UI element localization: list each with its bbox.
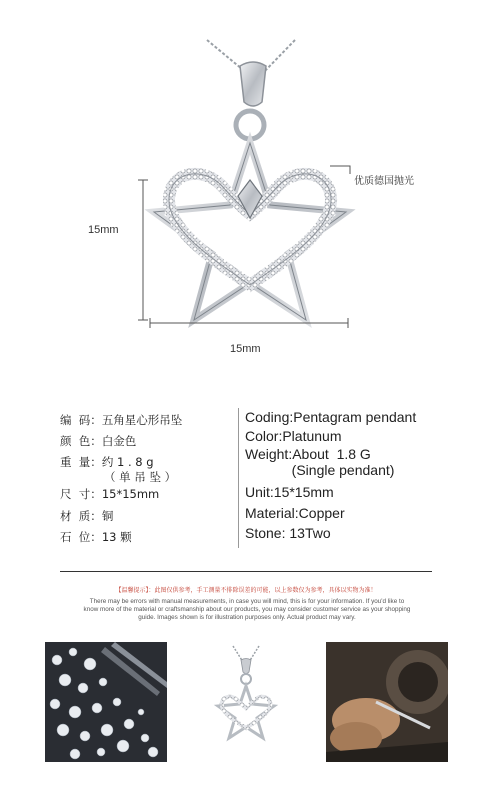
spec-cn-weight-note: （ 单 吊 坠 ） (104, 470, 177, 484)
notice-en: There may be errors with manual measurements, in case you will mind, this is for your information. If you'd like to know more of the material or craftsmanship about our products, you may consider customer service as your shopping guide. Images shown is for illustration purposes only. Actual product may vary. (83, 598, 411, 621)
spec-en-weight-note: (Single pendant) (245, 462, 395, 478)
pendant-illustration (0, 0, 492, 380)
notice-divider (60, 571, 432, 572)
bail (240, 62, 266, 106)
spec-en-stones: Stone: 13Two (245, 525, 331, 541)
notice-cn: 【温馨提示】：此图仅供参考，手工测量不排除误差的可能，以上参数仅为参考，具体以实物为准！ (115, 587, 377, 594)
product-hero (0, 0, 492, 380)
specs-divider (238, 408, 239, 548)
photo-loose-stones (45, 642, 167, 762)
spec-en-color: Color:Platunum (245, 428, 342, 444)
height-label: 15mm (88, 224, 119, 236)
spec-en-weight: Weight:About 1.8 G (245, 446, 371, 462)
spec-en-code: Coding:Pentagram pendant (245, 409, 417, 425)
width-label: 15mm (230, 343, 261, 355)
spec-en-material: Material:Copper (245, 505, 345, 521)
spec-cn-stones: 石 位：13 颗 (60, 530, 132, 544)
polish-callout: 优质德国抛光 (354, 176, 414, 187)
spec-cn-color: 颜 色：白金色 (60, 434, 137, 448)
photo-craftsmanship (326, 642, 448, 762)
spec-cn-material: 材 质：铜 (60, 509, 114, 523)
spec-cn-code: 编 码：五角星心形吊坠 (60, 413, 183, 427)
spec-en-unit: Unit:15*15mm (245, 484, 334, 500)
photo-pendant (185, 642, 307, 762)
spec-cn-weight: 重 量：约 1 . 8 g (60, 455, 154, 469)
spec-cn-size: 尺 寸：15*15mm (60, 487, 160, 501)
